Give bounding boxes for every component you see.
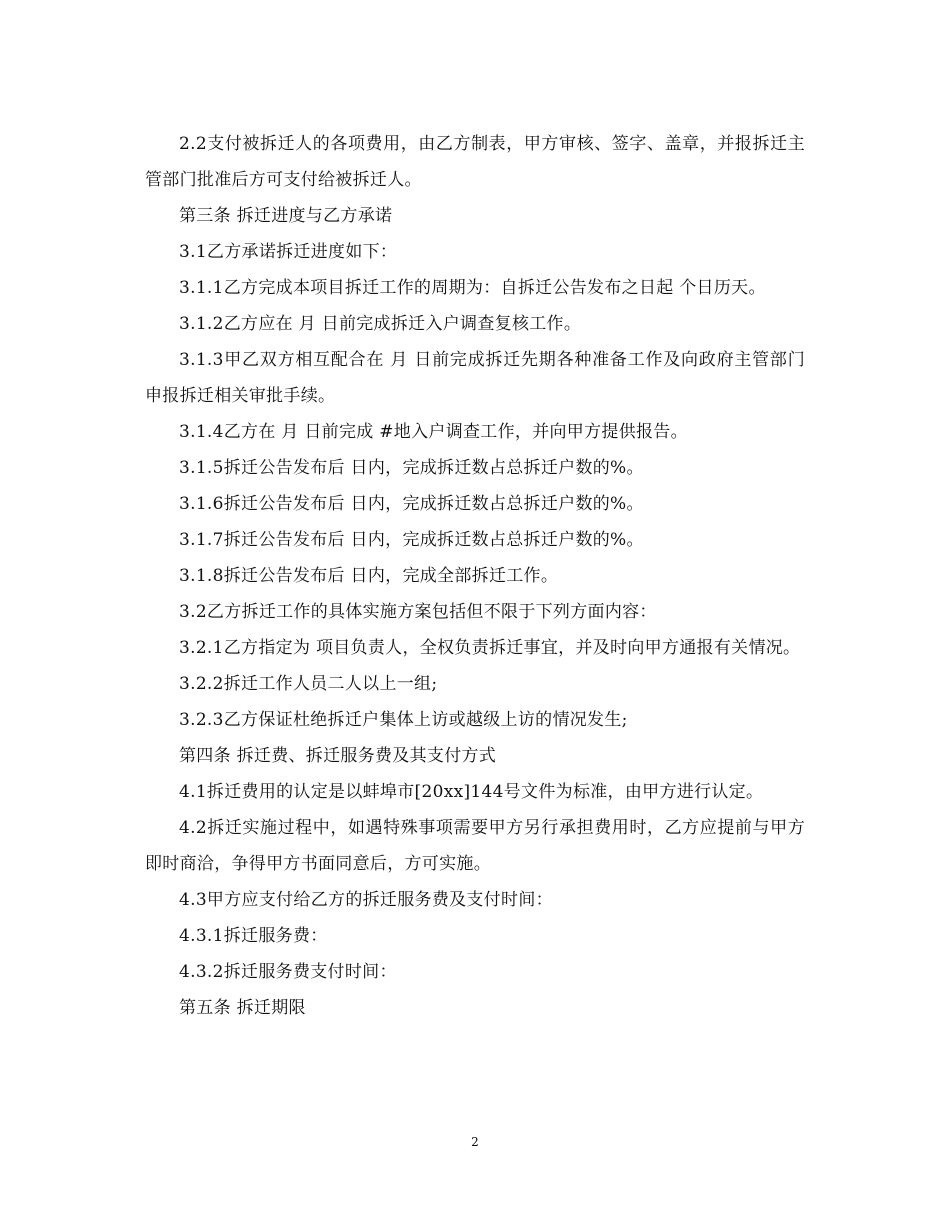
paragraph-3-1-2: 3.1.2乙方应在 月 日前完成拆迁入户调查复核工作。 (179, 314, 582, 334)
heading-article-3: 第三条 拆迁进度与乙方承诺 (179, 206, 393, 226)
paragraph-3-2-1: 3.2.1乙方指定为 项目负责人，全权负责拆迁事宜，并及时向甲方通报有关情况。 (179, 638, 801, 658)
paragraph-3-1-4: 3.1.4乙方在 月 日前完成 #地入户调查工作，并向甲方提供报告。 (179, 422, 688, 442)
page-number: 2 (471, 1135, 479, 1149)
paragraph-4-3-2: 4.3.2拆迁服务费支付时间： (179, 962, 397, 982)
paragraph-3-1-7: 3.1.7拆迁公告发布后 日内，完成拆迁数占总拆迁户数的%。 (179, 530, 644, 550)
paragraph-4-2: 4.2拆迁实施过程中，如遇特殊事项需要甲方另行承担费用时，乙方应提前与甲方即时商洽，争得甲方书面同意后，方可实施。 (145, 818, 805, 874)
document-body (145, 126, 805, 1026)
paragraph-3-2-3: 3.2.3乙方保证杜绝拆迁户集体上访或越级上访的情况发生; (179, 710, 628, 730)
paragraph-3-1-6: 3.1.6拆迁公告发布后 日内，完成拆迁数占总拆迁户数的%。 (179, 494, 644, 514)
paragraph-4-1: 4.1拆迁费用的认定是以蚌埠市[20xx]144号文件为标准，由甲方进行认定。 (179, 782, 764, 802)
paragraph-3-2: 3.2乙方拆迁工作的具体实施方案包括但不限于下列方面内容： (179, 602, 657, 622)
paragraph-3-1-8: 3.1.8拆迁公告发布后 日内，完成全部拆迁工作。 (179, 566, 559, 586)
heading-article-4: 第四条 拆迁费、拆迁服务费及其支付方式 (179, 746, 497, 766)
paragraph-2-2: 2.2支付被拆迁人的各项费用，由乙方制表，甲方审核、签字、盖章，并报拆迁主管部门批准后方可支付给被拆迁人。 (145, 134, 805, 190)
paragraph-3-1: 3.1乙方承诺拆迁进度如下： (179, 242, 398, 262)
paragraph-3-1-5: 3.1.5拆迁公告发布后 日内，完成拆迁数占总拆迁户数的%。 (179, 458, 644, 478)
paragraph-4-3: 4.3甲方应支付给乙方的拆迁服务费及支付时间： (179, 890, 553, 910)
paragraph-3-1-3: 3.1.3甲乙双方相互配合在 月 日前完成拆迁先期各种准备工作及向政府主管部门申报拆迁相关审批手续。 (145, 350, 805, 406)
paragraph-3-2-2: 3.2.2拆迁工作人员二人以上一组; (179, 674, 438, 694)
paragraph-4-3-1: 4.3.1拆迁服务费： (179, 926, 328, 946)
paragraph-3-1-1: 3.1.1乙方完成本项目拆迁工作的周期为：自拆迁公告发布之日起 个日历天。 (179, 278, 766, 298)
heading-article-5: 第五条 拆迁期限 (179, 998, 306, 1018)
